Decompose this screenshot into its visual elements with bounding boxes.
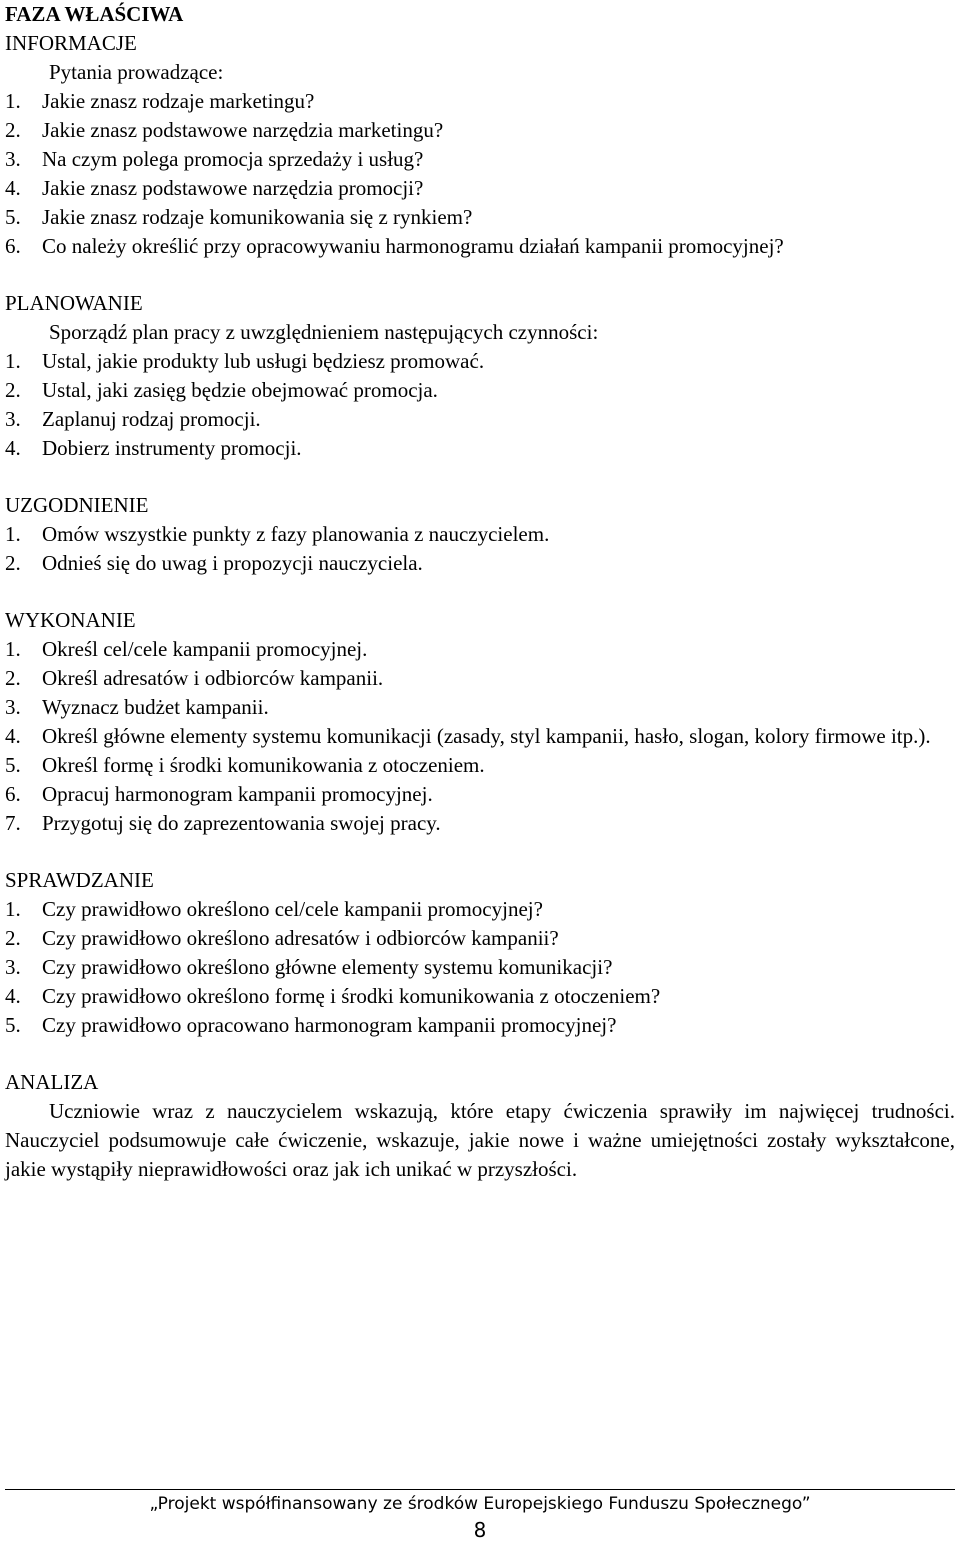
list-item: 2. Odnieś się do uwag i propozycji nauczyciela. bbox=[5, 551, 423, 575]
informacje-list bbox=[5, 87, 955, 261]
list-item: 1. Określ cel/cele kampanii promocyjnej. bbox=[5, 637, 368, 661]
document-body bbox=[5, 0, 955, 1184]
list-item: 2. Ustal, jaki zasięg będzie obejmować promocja. bbox=[5, 378, 438, 402]
list-item: 1. Ustal, jakie produkty lub usługi będziesz promować. bbox=[5, 349, 485, 373]
list-item: 1. Czy prawidłowo określono cel/cele kampanii promocyjnej? bbox=[5, 897, 543, 921]
page-title: FAZA WŁAŚCIWA bbox=[5, 2, 184, 26]
list-item: 5. Określ formę i środki komunikowania z otoczeniem. bbox=[5, 753, 485, 777]
list-item: 3. Na czym polega promocja sprzedaży i usług? bbox=[5, 147, 424, 171]
footer-divider bbox=[5, 1489, 955, 1490]
planowanie-list bbox=[5, 347, 955, 463]
list-item: 2. Czy prawidłowo określono adresatów i odbiorców kampanii? bbox=[5, 926, 559, 950]
section-heading-uzgodnienie: UZGODNIENIE bbox=[5, 493, 149, 517]
section-heading-sprawdzanie: SPRAWDZANIE bbox=[5, 868, 154, 892]
section-heading-wykonanie: WYKONANIE bbox=[5, 608, 136, 632]
list-item: 6. Opracuj harmonogram kampanii promocyjnej. bbox=[5, 782, 433, 806]
uzgodnienie-list bbox=[5, 520, 955, 578]
footer-text: „Projekt współfinansowany ze środków Europejskiego Funduszu Społecznego” bbox=[149, 1494, 811, 1514]
list-item: 1. Jakie znasz rodzaje marketingu? bbox=[5, 89, 315, 113]
list-item: 7. Przygotuj się do zaprezentowania swojej pracy. bbox=[5, 811, 441, 835]
analiza-paragraph: Uczniowie wraz z nauczycielem wskazują, które etapy ćwiczenia sprawiły im najwięcej trudności. Nauczyciel podsumowuje całe ćwiczenie, wskazuje, jakie nowe i ważne umiejętności zostały wykształcone, jakie wystąpiły nieprawidłowości oraz jak ich unikać w przyszłości. bbox=[5, 1099, 955, 1181]
list-item: 4. Dobierz instrumenty promocji. bbox=[5, 436, 302, 460]
list-item: 4. Jakie znasz podstawowe narzędzia promocji? bbox=[5, 176, 424, 200]
planowanie-intro: Sporządź plan pracy z uwzględnieniem następujących czynności: bbox=[49, 320, 599, 344]
list-item: 3. Wyznacz budżet kampanii. bbox=[5, 695, 269, 719]
section-heading-planowanie: PLANOWANIE bbox=[5, 291, 143, 315]
list-item: 4. Określ główne elementy systemu komunikacji (zasady, styl kampanii, hasło, slogan, kolory firmowe itp.). bbox=[5, 724, 931, 748]
page-number: 8 bbox=[473, 1518, 487, 1542]
list-item: 1. Omów wszystkie punkty z fazy planowania z nauczycielem. bbox=[5, 522, 550, 546]
section-heading-analiza: ANALIZA bbox=[5, 1070, 99, 1094]
sprawdzanie-list bbox=[5, 895, 955, 1040]
list-item: 4. Czy prawidłowo określono formę i środki komunikowania z otoczeniem? bbox=[5, 984, 661, 1008]
list-item: 3. Zaplanuj rodzaj promocji. bbox=[5, 407, 261, 431]
list-item: 5. Czy prawidłowo opracowano harmonogram kampanii promocyjnej? bbox=[5, 1013, 617, 1037]
list-item: 6. Co należy określić przy opracowywaniu harmonogramu działań kampanii promocyjnej? bbox=[5, 234, 784, 258]
list-item: 5. Jakie znasz rodzaje komunikowania się z rynkiem? bbox=[5, 205, 473, 229]
section-heading-informacje: INFORMACJE bbox=[5, 31, 137, 55]
wykonanie-list bbox=[5, 635, 955, 838]
list-item: 3. Czy prawidłowo określono główne elementy systemu komunikacji? bbox=[5, 955, 613, 979]
list-item: 2. Jakie znasz podstawowe narzędzia marketingu? bbox=[5, 118, 444, 142]
informacje-intro: Pytania prowadzące: bbox=[49, 60, 224, 84]
list-item: 2. Określ adresatów i odbiorców kampanii. bbox=[5, 666, 384, 690]
